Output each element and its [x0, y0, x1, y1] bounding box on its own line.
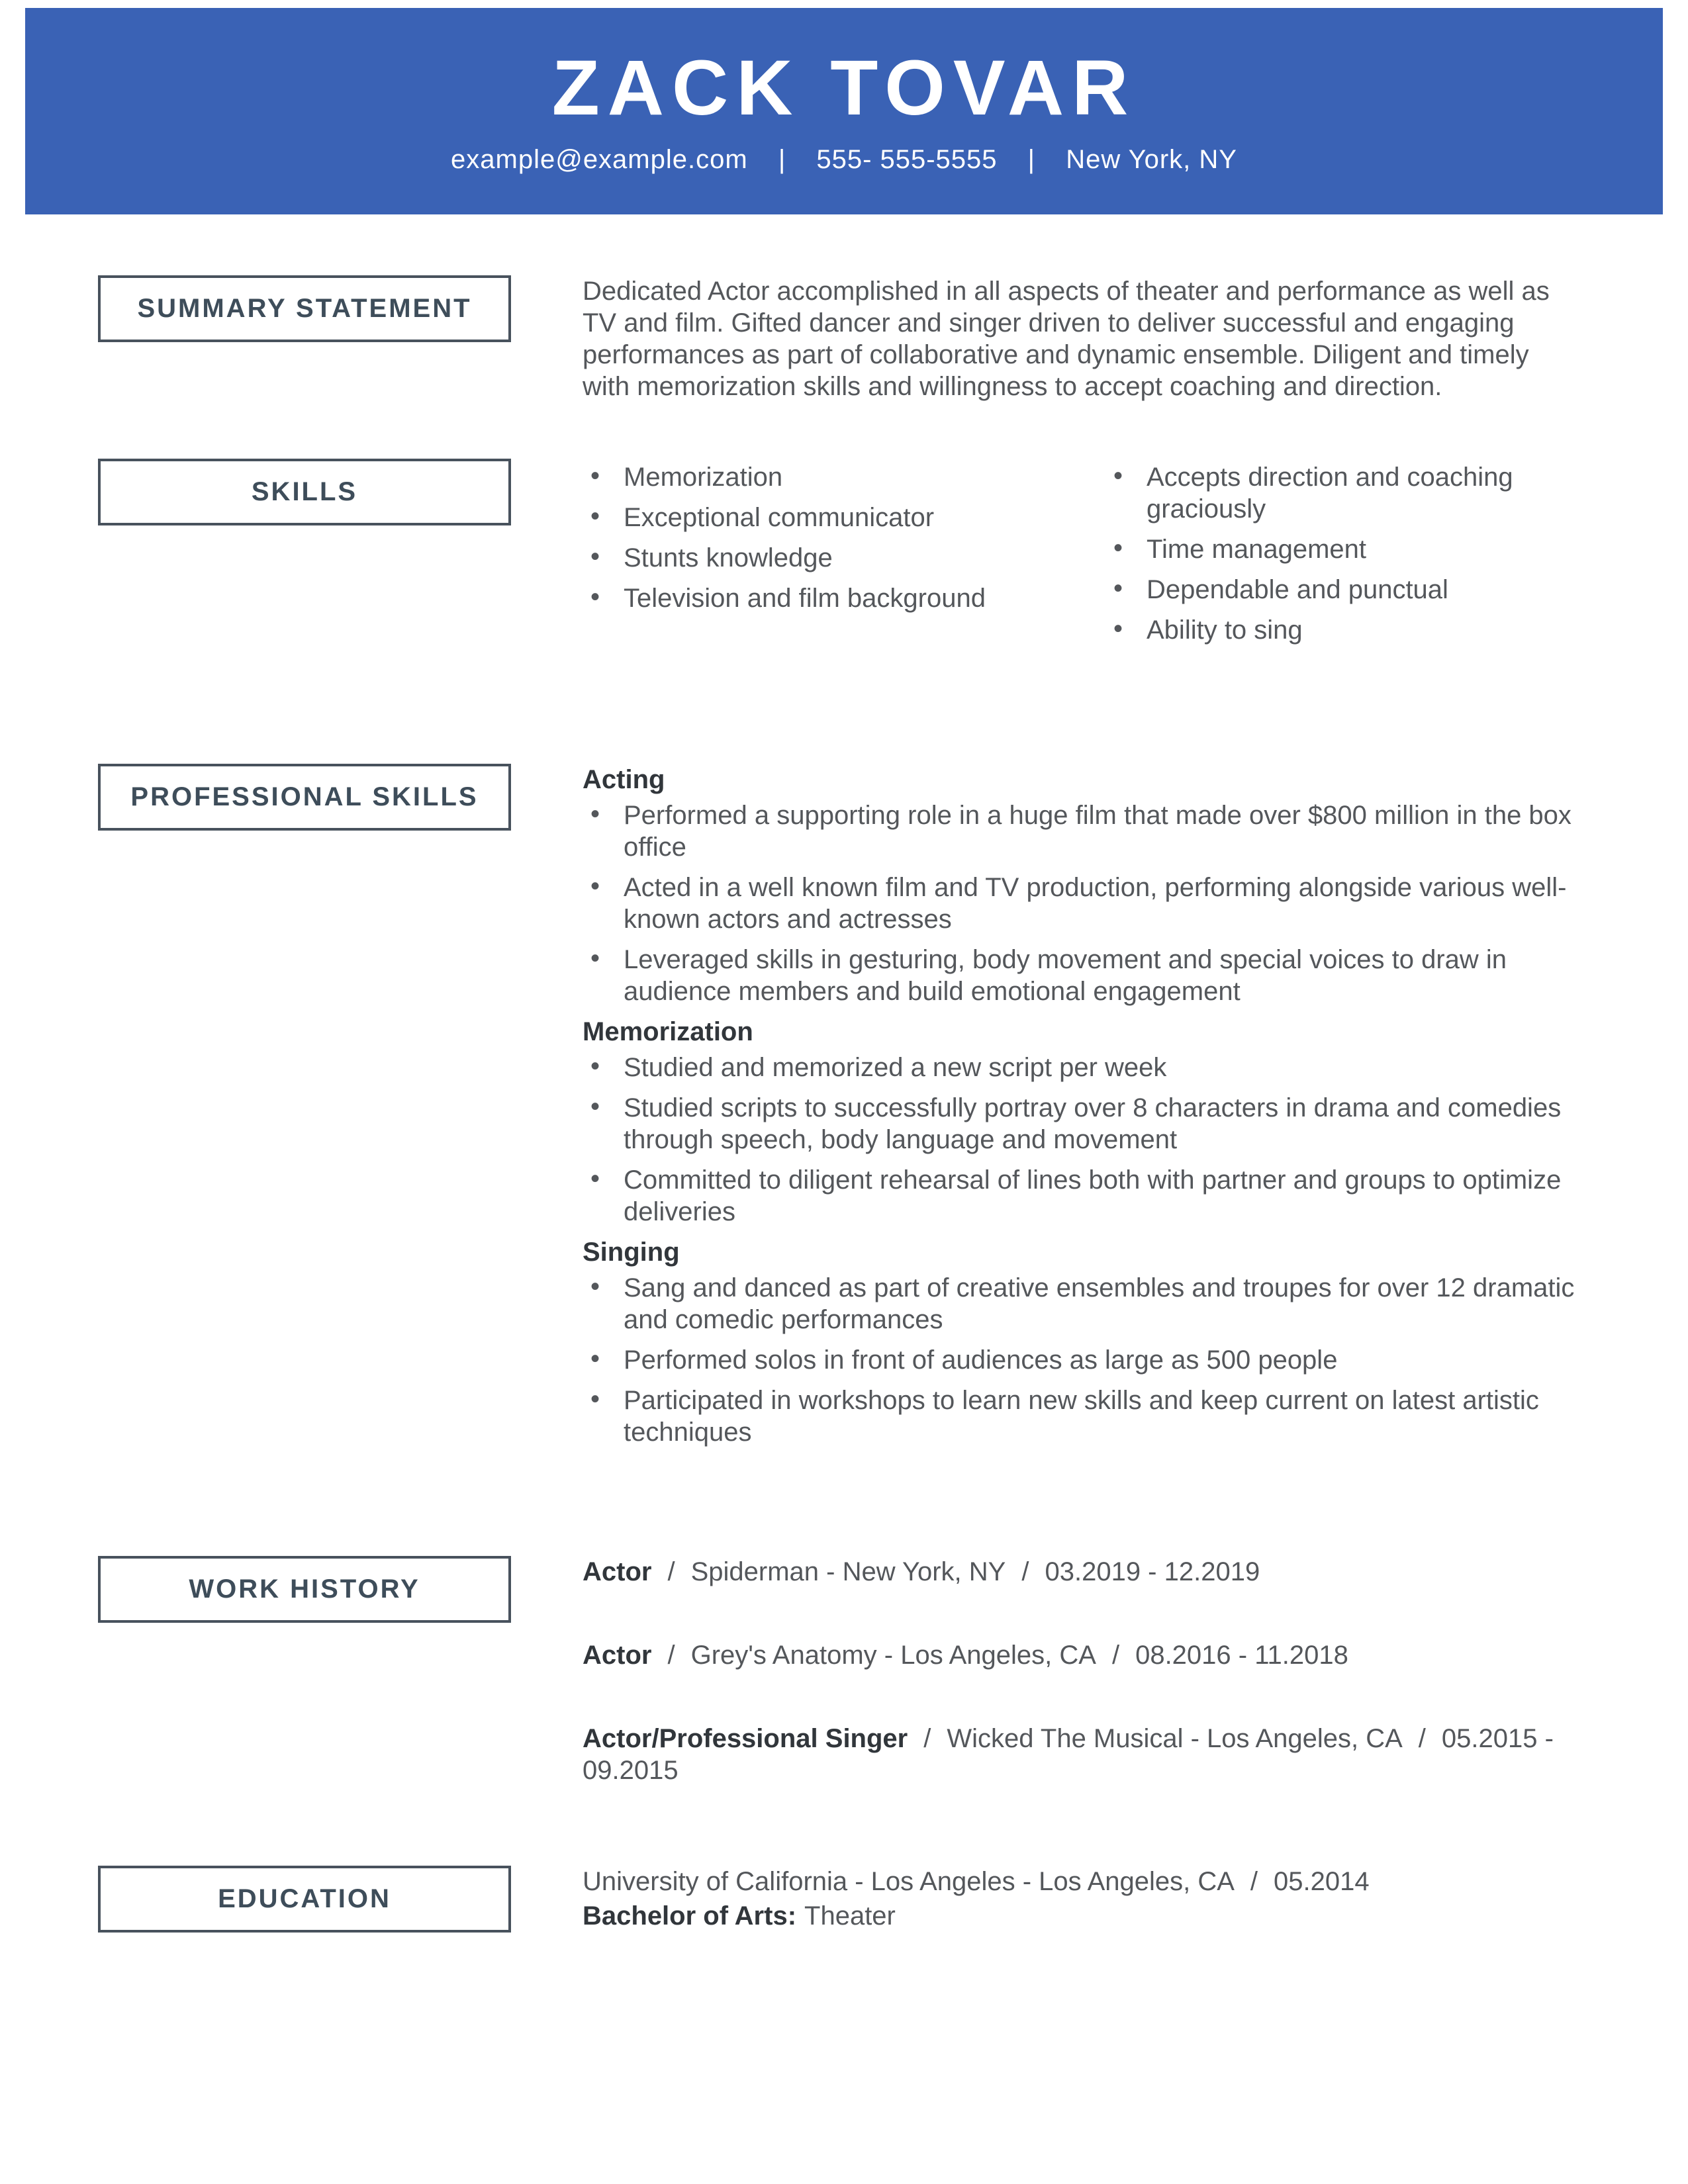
- section-skills: [98, 459, 1582, 655]
- skill-item: • Memorization: [583, 461, 1105, 493]
- job-entry: [583, 1723, 1582, 1786]
- job-separator: /: [667, 1641, 675, 1670]
- education-separator: /: [1250, 1867, 1258, 1897]
- skill-group-heading: Acting: [583, 765, 665, 795]
- education-content: [583, 1866, 1582, 1932]
- job-company: Spiderman - New York, NY: [690, 1557, 1006, 1587]
- skill-group-bullet: • Studied and memorized a new script per week: [583, 1052, 1582, 1083]
- section-education: [98, 1866, 1582, 1933]
- skill-group-acting: [583, 764, 1582, 1007]
- job-dates: 03.2019 - 12.2019: [1045, 1557, 1260, 1587]
- candidate-name: ZACK TOVAR: [551, 44, 1137, 132]
- summary-text: Dedicated Actor accomplished in all aspects of theater and performance as well as TV and film. Gifted dancer and singer driven to deliver successful and engaging performances as part of collaborative and dynamic ensemble. Diligent and timely with memorization skills and willingness to accept coaching and direction.: [583, 277, 1550, 402]
- skill-group-memorization: [583, 1016, 1582, 1228]
- work-history-content: [583, 1556, 1582, 1786]
- skill-group-bullet: • Participated in workshops to learn new skills and keep current on latest artistic techniques: [583, 1385, 1582, 1448]
- skill-group-bullet: • Performed a supporting role in a huge film that made over $800 million in the box office: [583, 799, 1582, 863]
- resume-header: [25, 8, 1663, 214]
- section-work-history: [98, 1556, 1582, 1786]
- education-date: 05.2014: [1274, 1867, 1370, 1897]
- education-section-label: EDUCATION: [98, 1866, 511, 1933]
- contact-divider: |: [1027, 145, 1036, 175]
- skill-group-bullet: • Leveraged skills in gesturing, body movement and special voices to draw in audience members and build emotional engagement: [583, 944, 1582, 1007]
- job-separator: /: [1021, 1557, 1029, 1587]
- job-title: Actor: [583, 1557, 652, 1587]
- job-dates: 08.2016 - 11.2018: [1135, 1641, 1348, 1670]
- skill-group-bullet: • Sang and danced as part of creative ensembles and troupes for over 12 dramatic and comedic performances: [583, 1272, 1582, 1336]
- summary-section-label: SUMMARY STATEMENT: [98, 275, 511, 342]
- resume-body: [0, 214, 1688, 1933]
- skill-item: • Time management: [1105, 533, 1582, 565]
- skill-item: • Dependable and punctual: [1105, 574, 1582, 606]
- skill-group-bullet: • Studied scripts to successfully portray over 8 characters in drama and comedies through speech, body language and movement: [583, 1092, 1582, 1156]
- phone-text: 555- 555-5555: [816, 145, 998, 175]
- job-entry: [583, 1639, 1582, 1671]
- skills-column-left: [583, 461, 1105, 655]
- education-degree: Bachelor of Arts:: [583, 1901, 797, 1931]
- job-title: Actor/Professional Singer: [583, 1724, 908, 1754]
- skill-group-heading: Memorization: [583, 1017, 753, 1047]
- job-entry: [583, 1556, 1582, 1588]
- skill-group-heading: Singing: [583, 1238, 680, 1267]
- professional-skills-content: [583, 764, 1582, 1457]
- contact-line: [38, 145, 1650, 175]
- job-company: Wicked The Musical - Los Angeles, CA: [947, 1724, 1403, 1754]
- location-text: New York, NY: [1066, 145, 1237, 175]
- work-history-section-label: WORK HISTORY: [98, 1556, 511, 1623]
- job-separator: /: [1418, 1724, 1426, 1754]
- professional-skills-section-label: PROFESSIONAL SKILLS: [98, 764, 511, 831]
- education-school-line: [583, 1866, 1582, 1897]
- skills-columns: [583, 459, 1582, 655]
- skill-group-bullet: • Committed to diligent rehearsal of lines both with partner and groups to optimize deliveries: [583, 1164, 1582, 1228]
- skill-group-bullet: • Performed solos in front of audiences as large as 500 people: [583, 1344, 1582, 1376]
- skill-item: • Stunts knowledge: [583, 542, 1105, 574]
- education-degree-line: [583, 1900, 1582, 1932]
- skills-column-right: [1105, 461, 1582, 655]
- skill-item: • Accepts direction and coaching graciously: [1105, 461, 1582, 525]
- email-text: example@example.com: [451, 145, 748, 175]
- skills-content: [583, 459, 1582, 655]
- skill-group-singing: [583, 1236, 1582, 1448]
- job-dates: 05.2015 - 09.2015: [583, 1724, 1554, 1786]
- job-separator: /: [1111, 1641, 1120, 1670]
- contact-divider: |: [778, 145, 786, 175]
- skill-item: • Exceptional communicator: [583, 502, 1105, 533]
- skill-group-bullet: • Acted in a well known film and TV production, performing alongside various well-known actors and actresses: [583, 872, 1582, 935]
- job-company: Grey's Anatomy - Los Angeles, CA: [690, 1641, 1096, 1670]
- skills-section-label: SKILLS: [98, 459, 511, 525]
- job-separator: /: [923, 1724, 931, 1754]
- education-field: Theater: [804, 1901, 896, 1931]
- job-separator: /: [667, 1557, 675, 1587]
- section-professional-skills: [98, 764, 1582, 1457]
- skill-item: • Television and film background: [583, 582, 1105, 614]
- skill-item: • Ability to sing: [1105, 614, 1582, 646]
- job-title: Actor: [583, 1641, 652, 1670]
- education-school: University of California - Los Angeles - Los Angeles, CA: [583, 1867, 1235, 1897]
- section-summary: [98, 275, 1582, 402]
